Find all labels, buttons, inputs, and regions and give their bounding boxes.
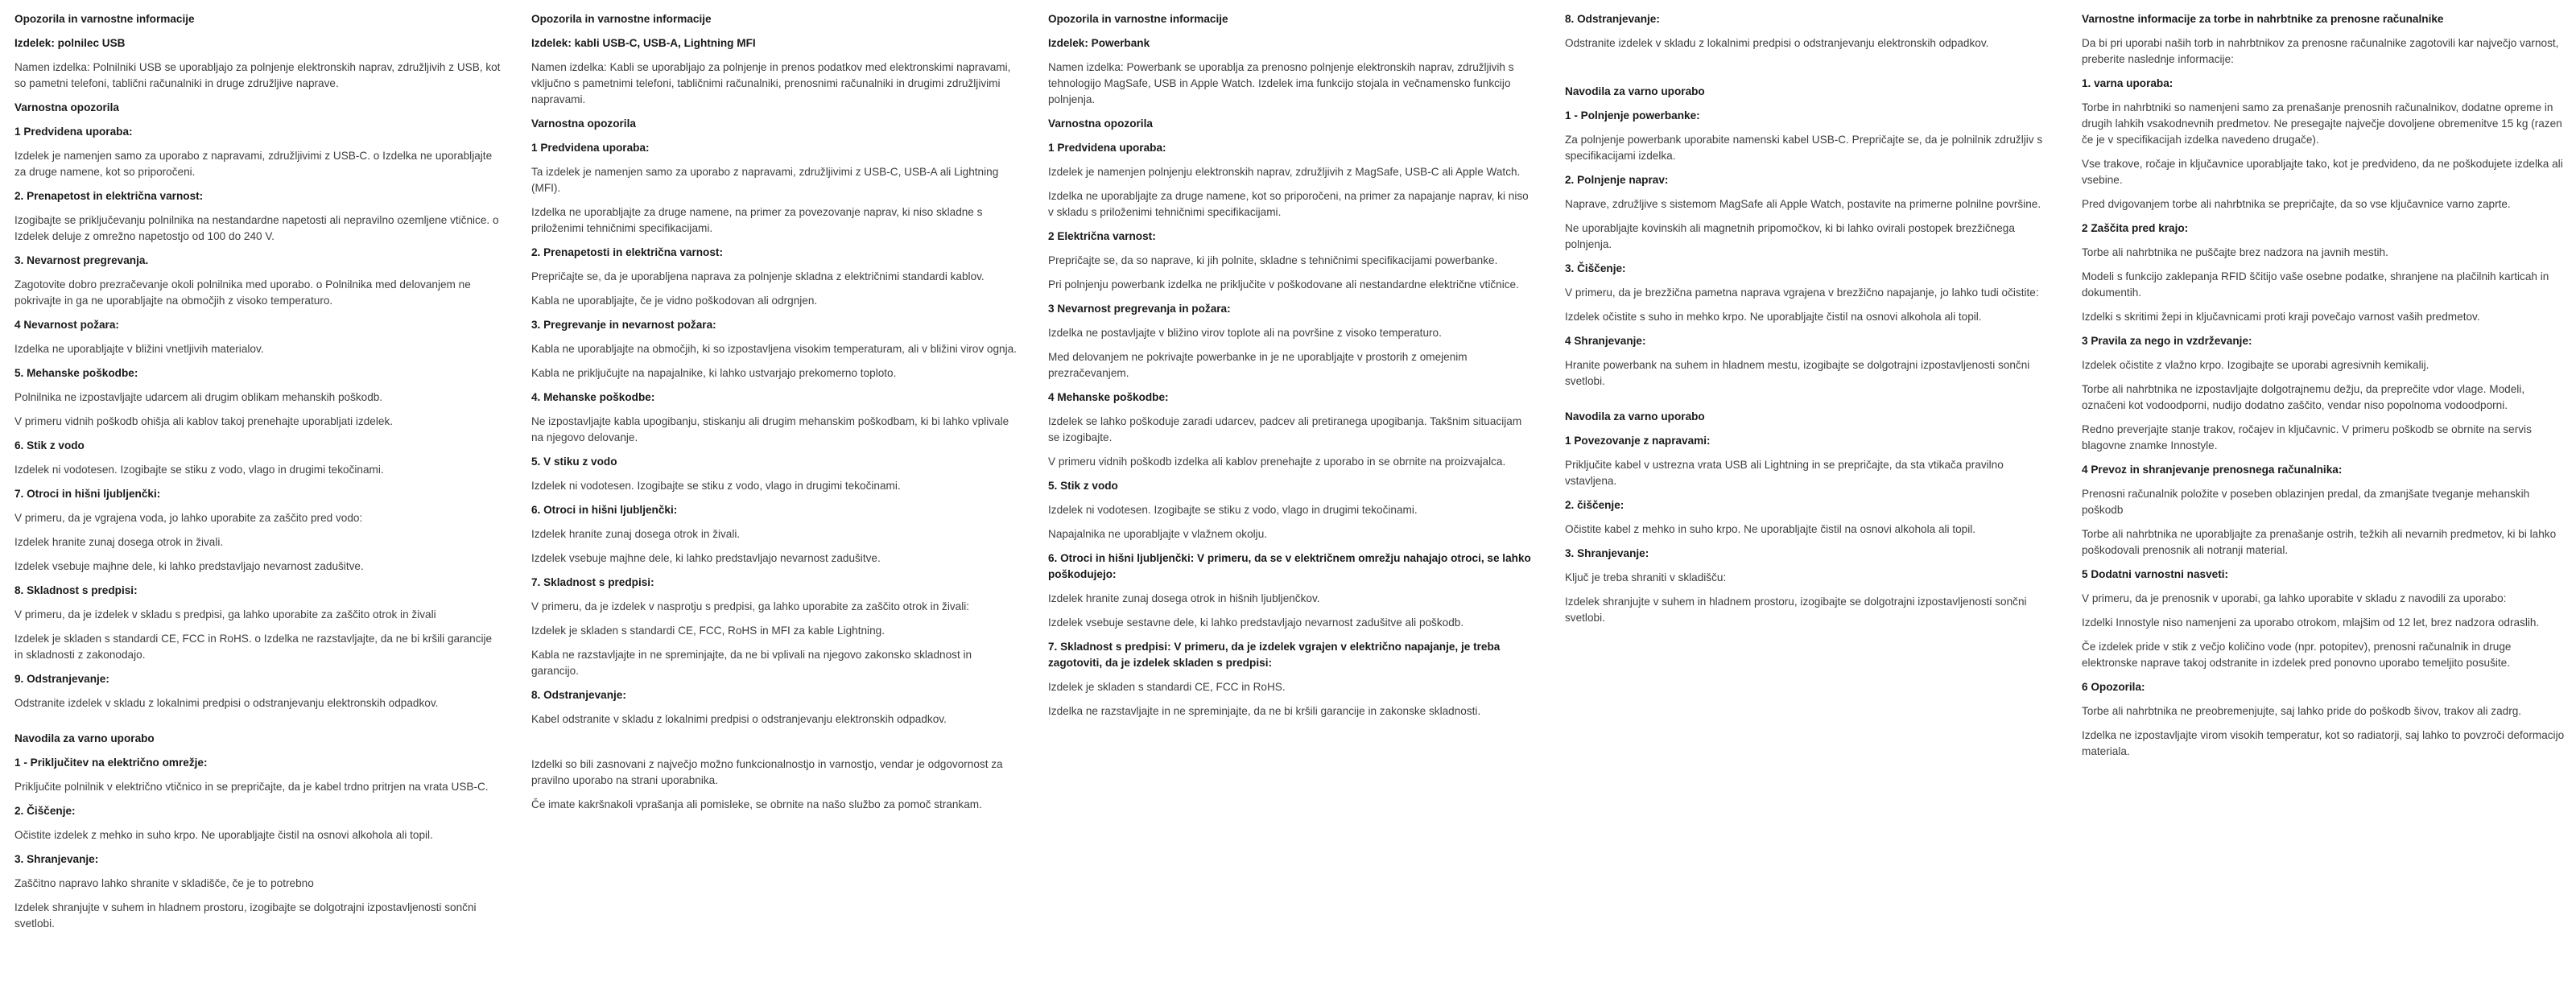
section-heading: 9. Odstranjevanje: bbox=[14, 673, 109, 685]
paragraph: Izdelki so bili zasnovani z največjo možno funkcionalnostjo in varnostjo, vendar je odgovornost za pravilno uporabo na strani uporabnika. bbox=[531, 758, 1003, 786]
section-heading: 2. Čiščenje: bbox=[14, 805, 76, 817]
section-heading: Izdelek: polnilec USB bbox=[14, 37, 126, 49]
section-heading: 2. Prenapetost in električna varnost: bbox=[14, 190, 204, 202]
paragraph: Izdelek ni vodotesen. Izogibajte se stiku z vodo, vlago in drugimi tekočinami. bbox=[14, 464, 384, 476]
section-heading: 5 Dodatni varnostni nasveti: bbox=[2082, 568, 2229, 580]
paragraph: Očistite kabel z mehko in suho krpo. Ne uporabljajte čistil na osnovi alkohola ali topil. bbox=[1565, 523, 1976, 535]
section-heading: Varnostna opozorila bbox=[531, 118, 636, 130]
paragraph: Zagotovite dobro prezračevanje okoli polnilnika med uporabo. o Polnilnika med delovanjem ne pokrivajte in ga ne uporabljajte na območjih z visoko temperaturo. bbox=[14, 278, 471, 307]
paragraph: Kabla ne razstavljajte in ne spreminjajte, da ne bi vplivali na njegovo zakonsko skladnost in garancijo. bbox=[531, 649, 972, 677]
paragraph: Torbe in nahrbtniki so namenjeni samo za prenašanje prenosnih računalnikov, dodatne opreme in drugih lahkih vsakodnevnih predmetov. Ne presegajte največje dovoljene obremenitve 15 kg (razen če je v specifikacijah izdelka navedeno drugače). bbox=[2082, 101, 2562, 146]
paragraph: Prepričajte se, da so naprave, ki jih polnite, skladne s tehničnimi specifikacijami powerbanke. bbox=[1048, 254, 1498, 266]
section-heading: 4 Prevoz in shranjevanje prenosnega računalnika: bbox=[2082, 464, 2343, 476]
paragraph: Kabla ne priključujte na napajalnike, ki lahko ustvarjajo prekomerno toploto. bbox=[531, 367, 897, 379]
section-heading: 3. Pregrevanje in nevarnost požara: bbox=[531, 319, 716, 331]
paragraph: V primeru vidnih poškodb ohišja ali kablov takoj prenehajte uporabljati izdelek. bbox=[14, 415, 394, 427]
section-heading: Navodila za varno uporabo bbox=[1565, 85, 1705, 97]
paragraph: Izdelek se lahko poškoduje zaradi udarcev, padcev ali pretiranega upogibanja. Takšnim situacijam se izogibajte. bbox=[1048, 415, 1522, 443]
paragraph: Izdelka ne uporabljajte v bližini vnetljivih materialov. bbox=[14, 343, 264, 355]
paragraph: Očistite izdelek z mehko in suho krpo. Ne uporabljajte čistil na osnovi alkohola ali topil. bbox=[14, 829, 433, 841]
section-heading: 1 Predvidena uporaba: bbox=[531, 142, 650, 154]
paragraph: Priključite kabel v ustrezna vrata USB ali Lightning in se prepričajte, da sta vtikača pravilno vstavljena. bbox=[1565, 459, 2004, 487]
column-powerbank-instructions-continued bbox=[1565, 11, 2053, 634]
paragraph: Če imate kakršnakoli vprašanja ali pomisleke, se obrnite na našo službo za pomoč strankam. bbox=[531, 798, 982, 810]
paragraph: Odstranite izdelek v skladu z lokalnimi predpisi o odstranjevanju elektronskih odpadkov. bbox=[14, 697, 439, 709]
spacer bbox=[1565, 60, 2053, 84]
paragraph: Izdelek vsebuje majhne dele, ki lahko predstavljajo nevarnost zadušitve. bbox=[14, 560, 364, 572]
paragraph: V primeru, da je izdelek v nasprotju s predpisi, ga lahko uporabite za zaščito otrok in živali: bbox=[531, 600, 970, 612]
paragraph: Namen izdelka: Kabli se uporabljajo za polnjenje in prenos podatkov med elektronskimi napravami, vključno s pametnimi telefoni, tabličnimi računalniki, prenosnimi računalniki in drugimi združljivimi napravami. bbox=[531, 61, 1011, 105]
paragraph: Kabel odstranite v skladu z lokalnimi predpisi o odstranjevanju elektronskih odpadkov. bbox=[531, 713, 947, 725]
paragraph: Namen izdelka: Powerbank se uporablja za prenosno polnjenje elektronskih naprav, združljivih s tehnologijo MagSafe, USB in Apple Watch. Izdelek ima funkcijo stojala in večnamensko funkcijo polnjenja. bbox=[1048, 61, 1514, 105]
paragraph: Prenosni računalnik položite v poseben oblazinjen predal, da zmanjšate tveganje mehanskih poškodb bbox=[2082, 488, 2530, 516]
paragraph: Izdelka ne razstavljajte in ne spreminjajte, da ne bi kršili garancije in zakonske skladnosti. bbox=[1048, 705, 1481, 717]
paragraph: Izdelek očistite s suho in mehko krpo. Ne uporabljajte čistil na osnovi alkohola ali topil. bbox=[1565, 311, 1982, 323]
section-heading: 8. Skladnost s predpisi: bbox=[14, 584, 138, 596]
section-heading: Opozorila in varnostne informacije bbox=[531, 13, 712, 25]
paragraph: Prepričajte se, da je uporabljena naprava za polnjenje skladna z električnimi standardi kablov. bbox=[531, 270, 985, 282]
section-heading: 4. Mehanske poškodbe: bbox=[531, 391, 655, 403]
section-heading: 4 Mehanske poškodbe: bbox=[1048, 391, 1169, 403]
paragraph: Izdelek je skladen s standardi CE, FCC in RoHS. bbox=[1048, 681, 1286, 693]
paragraph: Torbe ali nahrbtnika ne puščajte brez nadzora na javnih mestih. bbox=[2082, 246, 2388, 258]
paragraph: Izdelek shranjujte v suhem in hladnem prostoru, izogibajte se dolgotrajni izpostavljenosti sončni svetlobi. bbox=[1565, 596, 2027, 624]
paragraph: Ne izpostavljajte kabla upogibanju, stiskanju ali drugim mehanskim poškodbam, ki bi lahko vplivale na njegovo delovanje. bbox=[531, 415, 1009, 443]
paragraph: Izdelek hranite zunaj dosega otrok in živali. bbox=[531, 528, 741, 540]
spacer bbox=[1565, 398, 2053, 409]
paragraph: Torbe ali nahrbtnika ne preobremenjujte, saj lahko pride do poškodb šivov, trakov ali zadrg. bbox=[2082, 705, 2522, 717]
spacer bbox=[14, 719, 502, 731]
paragraph: Izogibajte se priključevanju polnilnika na nestandardne napetosti ali nepravilno ozemljene vtičnice. o Izdelek deluje z omrežno napetostjo od 100 do 240 V. bbox=[14, 214, 499, 242]
column-usb-charger bbox=[14, 11, 502, 940]
section-heading: 3. Shranjevanje: bbox=[14, 853, 99, 865]
section-heading: 4 Shranjevanje: bbox=[1565, 335, 1646, 347]
column-laptop-bags bbox=[2082, 11, 2570, 768]
paragraph: Izdelek hranite zunaj dosega otrok in živali. bbox=[14, 536, 224, 548]
section-heading: Navodila za varno uporabo bbox=[1565, 410, 1705, 423]
paragraph: Torbe ali nahrbtnika ne izpostavljajte dolgotrajnemu dežju, da preprečite vdor vlage. Modeli, označeni kot vodoodporni, nudijo dodatno zaščito, vendar niso popolnoma vodoodporni. bbox=[2082, 383, 2525, 411]
paragraph: Izdelek je namenjen polnjenju elektronskih naprav, združljivih z MagSafe, USB-C ali Apple Watch. bbox=[1048, 166, 1521, 178]
section-heading: 2. Prenapetosti in električna varnost: bbox=[531, 246, 723, 258]
column-powerbank bbox=[1048, 11, 1536, 728]
section-heading: 6. Stik z vodo bbox=[14, 439, 85, 451]
section-heading: 3. Nevarnost pregrevanja. bbox=[14, 254, 149, 266]
paragraph: Izdelki s skritimi žepi in ključavnicami proti kraji povečajo varnost vaših predmetov. bbox=[2082, 311, 2480, 323]
paragraph: Pred dvigovanjem torbe ali nahrbtnika se prepričajte, da so vse ključavnice varno zaprte. bbox=[2082, 198, 2511, 210]
section-heading: Varnostna opozorila bbox=[14, 101, 119, 113]
section-heading: 2. Polnjenje naprav: bbox=[1565, 174, 1669, 186]
paragraph: V primeru vidnih poškodb izdelka ali kablov prenehajte z uporabo in se obrnite na proizvajalca. bbox=[1048, 456, 1506, 468]
paragraph: Zaščitno napravo lahko shranite v skladišče, če je to potrebno bbox=[14, 877, 314, 889]
section-heading: 6. Otroci in hišni ljubljenčki: bbox=[531, 504, 678, 516]
section-heading: 2. čiščenje: bbox=[1565, 499, 1624, 511]
paragraph: Izdelek je namenjen samo za uporabo z napravami, združljivimi z USB-C. o Izdelka ne uporabljajte za druge namene, kot so priporočeni. bbox=[14, 150, 493, 178]
section-heading: 3 Nevarnost pregrevanja in požara: bbox=[1048, 303, 1231, 315]
section-heading: 6. Otroci in hišni ljubljenčki: V primeru, da se v električnem omrežju nahajajo otroci, se lahko poškodujejo: bbox=[1048, 552, 1531, 580]
paragraph: Naprave, združljive s sistemom MagSafe ali Apple Watch, postavite na primerne polnilne površine. bbox=[1565, 198, 2041, 210]
paragraph: Napajalnika ne uporabljajte v vlažnem okolju. bbox=[1048, 528, 1268, 540]
paragraph: Izdelek ni vodotesen. Izogibajte se stiku z vodo, vlago in drugimi tekočinami. bbox=[531, 480, 901, 492]
section-heading: 1. varna uporaba: bbox=[2082, 77, 2174, 89]
section-heading: 7. Otroci in hišni ljubljenčki: bbox=[14, 488, 161, 500]
paragraph: Redno preverjajte stanje trakov, ročajev in ključavnic. V primeru poškodb se obrnite na servis blagovne znamke Innostyle. bbox=[2082, 423, 2532, 451]
paragraph: Torbe ali nahrbtnika ne uporabljajte za prenašanje ostrih, težkih ali nevarnih predmetov, ki bi lahko poškodovali prenosnik ali notranji material. bbox=[2082, 528, 2557, 556]
section-heading: 5. Stik z vodo bbox=[1048, 480, 1118, 492]
paragraph: Kabla ne uporabljajte na območjih, ki so izpostavljena visokim temperaturam, ali v bližini virov ognja. bbox=[531, 343, 1017, 355]
paragraph: Da bi pri uporabi naših torb in nahrbtnikov za prenosne računalnike zagotovili kar največjo varnost, preberite naslednje informacije: bbox=[2082, 37, 2559, 65]
section-heading: Opozorila in varnostne informacije bbox=[14, 13, 195, 25]
section-heading: 3 Pravila za nego in vzdrževanje: bbox=[2082, 335, 2252, 347]
paragraph: Izdelek hranite zunaj dosega otrok in hišnih ljubljenčkov. bbox=[1048, 592, 1320, 604]
paragraph: Izdelka ne uporabljajte za druge namene, na primer za povezovanje naprav, ki niso skladne s priloženimi tehničnimi specifikacijami. bbox=[531, 206, 983, 234]
paragraph: Pri polnjenju powerbank izdelka ne priključite v poškodovane ali nestandardne električne vtičnice. bbox=[1048, 278, 1519, 291]
paragraph: Namen izdelka: Polnilniki USB se uporabljajo za polnjenje elektronskih naprav, združljivih z USB, kot so pametni telefoni, tablični računalniki in druge združljive naprave. bbox=[14, 61, 501, 89]
section-heading: 1 Predvidena uporaba: bbox=[1048, 142, 1166, 154]
section-heading: 6 Opozorila: bbox=[2082, 681, 2145, 693]
paragraph: Izdelek shranjujte v suhem in hladnem prostoru, izogibajte se dolgotrajni izpostavljenosti sončni svetlobi. bbox=[14, 901, 477, 930]
section-heading: 8. Odstranjevanje: bbox=[1565, 13, 1660, 25]
paragraph: Izdelek očistite z vlažno krpo. Izogibajte se uporabi agresivnih kemikalij. bbox=[2082, 359, 2429, 371]
section-heading: 5. Mehanske poškodbe: bbox=[14, 367, 138, 379]
section-heading: 1 - Polnjenje powerbanke: bbox=[1565, 109, 1700, 122]
paragraph: Ključ je treba shraniti v skladišču: bbox=[1565, 571, 1727, 583]
section-heading: 8. Odstranjevanje: bbox=[531, 689, 626, 701]
section-heading: Izdelek: Powerbank bbox=[1048, 37, 1150, 49]
section-heading: Varnostna opozorila bbox=[1048, 118, 1153, 130]
paragraph: Kabla ne uporabljajte, če je vidno poškodovan ali odrgnjen. bbox=[531, 295, 818, 307]
spacer bbox=[531, 736, 1019, 757]
paragraph: Ta izdelek je namenjen samo za uporabo z napravami, združljivimi z USB-C, USB-A ali Lightning (MFI). bbox=[531, 166, 999, 194]
section-heading: 4 Nevarnost požara: bbox=[14, 319, 119, 331]
paragraph: V primeru, da je vgrajena voda, jo lahko uporabite za zaščito pred vodo: bbox=[14, 512, 363, 524]
section-heading: 1 Predvidena uporaba: bbox=[14, 126, 133, 138]
section-heading: Navodila za varno uporabo bbox=[14, 732, 155, 744]
paragraph: V primeru, da je izdelek v skladu s predpisi, ga lahko uporabite za zaščito otrok in živali bbox=[14, 608, 436, 621]
paragraph: Priključite polnilnik v električno vtičnico in se prepričajte, da je kabel trdno pritrjen na vrata USB-C. bbox=[14, 781, 489, 793]
paragraph: Polnilnika ne izpostavljajte udarcem ali drugim oblikam mehanskih poškodb. bbox=[14, 391, 383, 403]
paragraph: V primeru, da je brezžična pametna naprava vgrajena v brezžično napajanje, jo lahko tudi očistite: bbox=[1565, 287, 2039, 299]
paragraph: Za polnjenje powerbank uporabite namenski kabel USB-C. Prepričajte se, da je polnilnik združljiv s specifikacijami izdelka. bbox=[1565, 134, 2043, 162]
paragraph: Med delovanjem ne pokrivajte powerbanke in je ne uporabljajte v prostorih z omejenim prezračevanjem. bbox=[1048, 351, 1468, 379]
paragraph: Izdelek je skladen s standardi CE, FCC in RoHS. o Izdelka ne razstavljajte, da ne bi kršili garancije in skladnosti z zakonodajo. bbox=[14, 633, 493, 661]
section-heading: 7. Skladnost s predpisi: V primeru, da je izdelek vgrajen v električno napajanje, je treba zagotoviti, da je izdelek skladen s predpisi: bbox=[1048, 641, 1501, 669]
paragraph: Ne uporabljajte kovinskih ali magnetnih pripomočkov, ki bi lahko ovirali postopek brezžičnega polnjenja. bbox=[1565, 222, 2015, 250]
section-heading: Varnostne informacije za torbe in nahrbtnike za prenosne računalnike bbox=[2082, 13, 2444, 25]
column-usb-cables bbox=[531, 11, 1019, 821]
paragraph: Izdelek je skladen s standardi CE, FCC, RoHS in MFI za kable Lightning. bbox=[531, 625, 885, 637]
section-heading: Opozorila in varnostne informacije bbox=[1048, 13, 1228, 25]
paragraph: Izdelka ne izpostavljajte virom visokih temperatur, kot so radiatorji, saj lahko to povzroči deformacijo materiala. bbox=[2082, 729, 2565, 757]
paragraph: Izdelek vsebuje majhne dele, ki lahko predstavljajo nevarnost zadušitve. bbox=[531, 552, 881, 564]
section-heading: 2 Električna varnost: bbox=[1048, 230, 1156, 242]
section-heading: 3. Čiščenje: bbox=[1565, 262, 1626, 274]
paragraph: Odstranite izdelek v skladu z lokalnimi predpisi o odstranjevanju elektronskih odpadkov. bbox=[1565, 37, 1989, 49]
paragraph: Izdelki Innostyle niso namenjeni za uporabo otrokom, mlajšim od 12 let, brez nadzora odraslih. bbox=[2082, 616, 2540, 629]
paragraph: Modeli s funkcijo zaklepanja RFID ščitijo vaše osebne podatke, shranjene na plačilnih karticah in dokumentih. bbox=[2082, 270, 2549, 299]
section-heading: 2 Zaščita pred krajo: bbox=[2082, 222, 2189, 234]
section-heading: 5. V stiku z vodo bbox=[531, 456, 617, 468]
section-heading: 1 - Priključitev na električno omrežje: bbox=[14, 757, 208, 769]
section-heading: 3. Shranjevanje: bbox=[1565, 547, 1649, 559]
section-heading: 1 Povezovanje z napravami: bbox=[1565, 435, 1711, 447]
paragraph: Izdelka ne postavljajte v bližino virov toplote ali na površine z visoko temperaturo. bbox=[1048, 327, 1442, 339]
paragraph: Če izdelek pride v stik z večjo količino vode (npr. potopitev), prenosni računalnik in druge elektronske naprave takoj odstranite in izdelek pred ponovno uporabo temeljito posušite. bbox=[2082, 641, 2512, 669]
section-heading: Izdelek: kabli USB-C, USB-A, Lightning MFI bbox=[531, 37, 756, 49]
paragraph: Vse trakove, ročaje in ključavnice uporabljajte tako, kot je predvideno, da ne poškodujete izdelka ali vsebine. bbox=[2082, 158, 2563, 186]
paragraph: Hranite powerbank na suhem in hladnem mestu, izogibajte se dolgotrajni izpostavljenosti sončni svetlobi. bbox=[1565, 359, 2030, 387]
paragraph: Izdelek vsebuje sestavne dele, ki lahko predstavljajo nevarnost zadušitve ali poškodb. bbox=[1048, 616, 1464, 629]
paragraph: Izdelka ne uporabljajte za druge namene, kot so priporočeni, na primer za napajanje naprav, ki niso v skladu s priloženimi tehničnimi specifikacijami. bbox=[1048, 190, 1529, 218]
section-heading: 7. Skladnost s predpisi: bbox=[531, 576, 654, 588]
paragraph: V primeru, da je prenosnik v uporabi, ga lahko uporabite v skladu z navodili za uporabo: bbox=[2082, 592, 2507, 604]
paragraph: Izdelek ni vodotesen. Izogibajte se stiku z vodo, vlago in drugimi tekočinami. bbox=[1048, 504, 1418, 516]
